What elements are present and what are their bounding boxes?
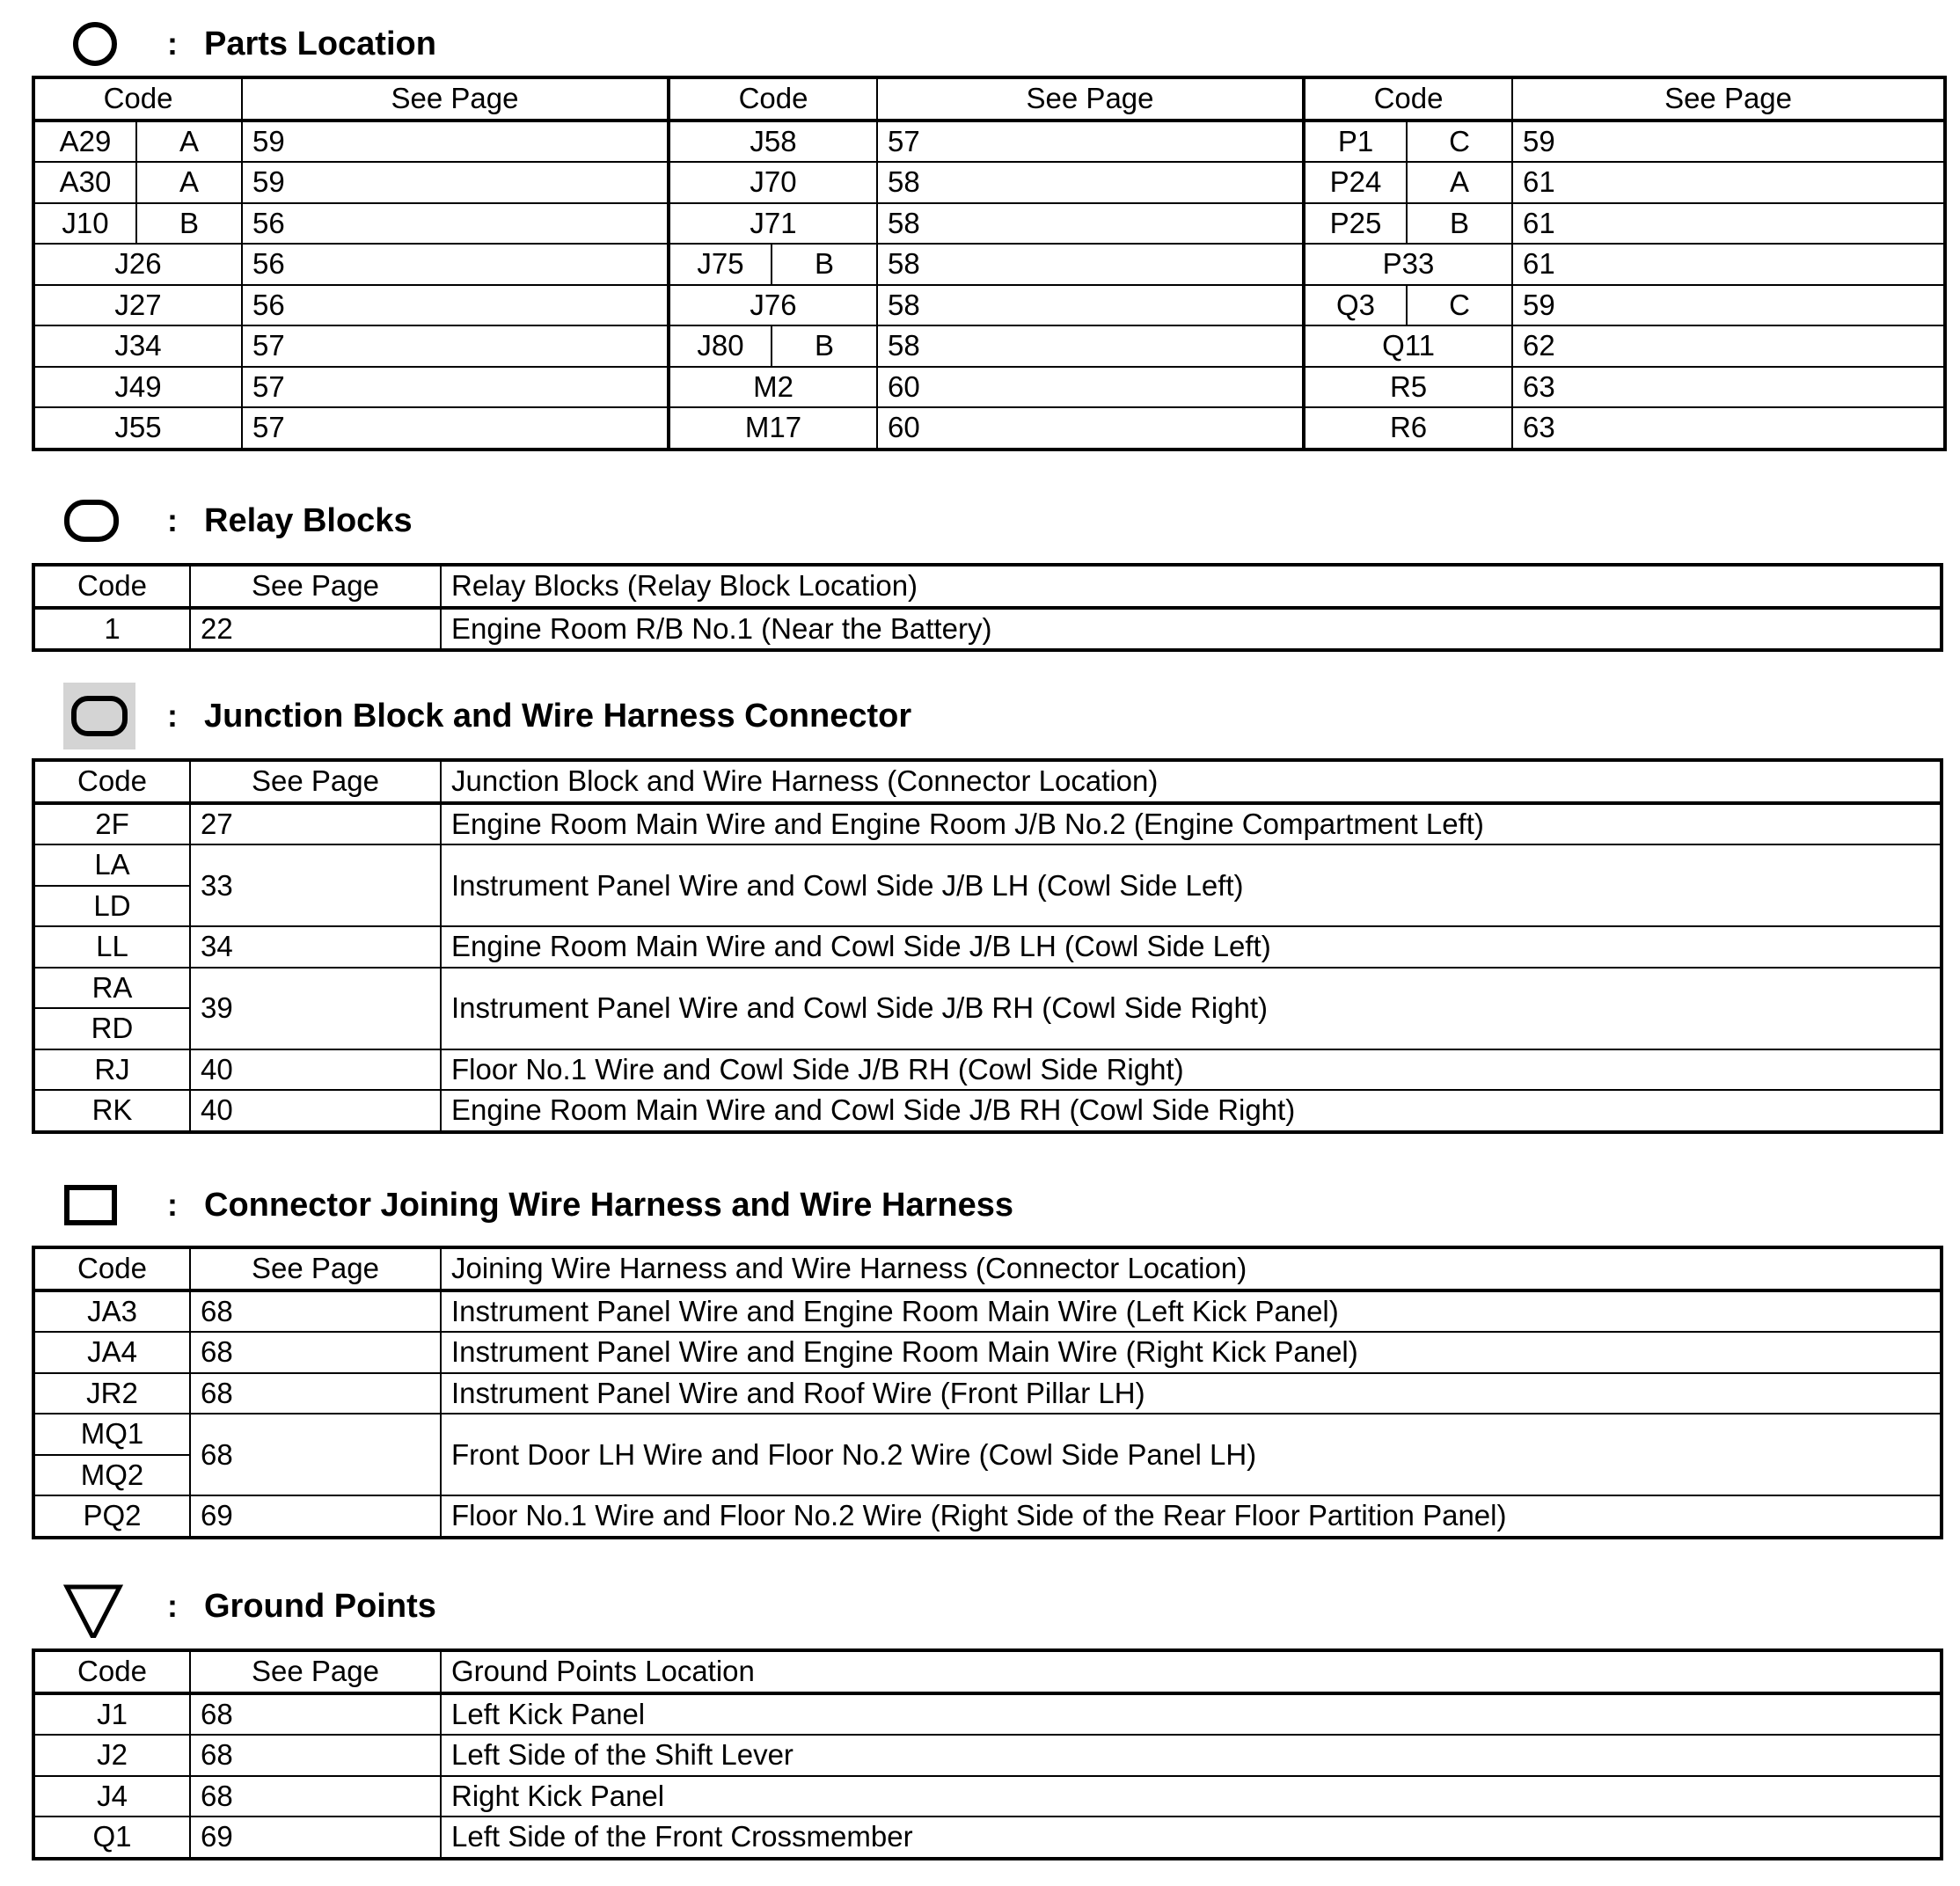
- see-page-cell: 58: [877, 203, 1304, 245]
- see-page-cell: 58: [877, 162, 1304, 203]
- header-description: Relay Blocks (Relay Block Location): [441, 565, 1942, 608]
- description-cell: Instrument Panel Wire and Cowl Side J/B LH (Cowl Side Left): [441, 844, 1942, 926]
- header-code: Code: [1304, 77, 1512, 121]
- code-cell: LD: [33, 886, 190, 927]
- description-cell: Instrument Panel Wire and Engine Room Main Wire (Left Kick Panel): [441, 1290, 1942, 1333]
- see-page-cell: 59: [242, 162, 669, 203]
- see-page-cell: 63: [1512, 407, 1945, 450]
- see-page-cell: 58: [877, 285, 1304, 326]
- code-cell: LL: [33, 926, 190, 968]
- junction-block-icon: [63, 690, 135, 742]
- description-cell: Instrument Panel Wire and Roof Wire (Front Pillar LH): [441, 1373, 1942, 1414]
- description-cell: Engine Room Main Wire and Cowl Side J/B RH (Cowl Side Right): [441, 1090, 1942, 1132]
- header-code: Code: [33, 77, 242, 121]
- see-page-cell: 33: [190, 844, 441, 926]
- code-cell: R5: [1304, 367, 1512, 408]
- see-page-cell: 40: [190, 1090, 441, 1132]
- see-page-cell: 39: [190, 968, 441, 1049]
- see-page-cell: 22: [190, 608, 441, 651]
- header-code: Code: [669, 77, 877, 121]
- code-cell: RJ: [33, 1049, 190, 1091]
- section-title: Relay Blocks: [204, 502, 413, 539]
- code-cell: R6: [1304, 407, 1512, 450]
- code-cell: M2: [669, 367, 877, 408]
- code-cell: P33: [1304, 244, 1512, 285]
- sub-code-cell: B: [772, 244, 877, 285]
- parts-location-table: [32, 76, 1947, 451]
- ground-points-table: [32, 1648, 1943, 1860]
- see-page-cell: 69: [190, 1495, 441, 1538]
- description-cell: Engine Room Main Wire and Cowl Side J/B LH (Cowl Side Left): [441, 926, 1942, 968]
- see-page-cell: 60: [877, 367, 1304, 408]
- heading-colon: :: [167, 502, 178, 538]
- see-page-cell: 68: [190, 1414, 441, 1495]
- see-page-cell: 61: [1512, 203, 1945, 245]
- description-cell: Floor No.1 Wire and Floor No.2 Wire (Right Side of the Rear Floor Partition Panel): [441, 1495, 1942, 1538]
- header-description: Junction Block and Wire Harness (Connector Location): [441, 760, 1942, 803]
- code-cell: J2: [33, 1735, 190, 1776]
- code-cell: J55: [33, 407, 242, 450]
- code-cell: J75: [669, 244, 772, 285]
- table-row: [33, 121, 1945, 163]
- code-cell: JA4: [33, 1332, 190, 1373]
- ground-points-heading: [0, 1580, 792, 1633]
- sub-code-cell: B: [772, 325, 877, 367]
- description-cell: Engine Room Main Wire and Engine Room J/B No.2 (Engine Compartment Left): [441, 803, 1942, 845]
- rounded-rect-icon: [62, 494, 128, 547]
- table-header-row: [33, 1650, 1942, 1693]
- see-page-cell: 56: [242, 203, 669, 245]
- header-see-page: See Page: [190, 565, 441, 608]
- description-cell: Engine Room R/B No.1 (Near the Battery): [441, 608, 1942, 651]
- header-description: Joining Wire Harness and Wire Harness (Connector Location): [441, 1247, 1942, 1290]
- see-page-cell: 56: [242, 285, 669, 326]
- code-cell: LA: [33, 844, 190, 886]
- see-page-cell: 56: [242, 244, 669, 285]
- header-see-page: See Page: [877, 77, 1304, 121]
- table-row: [33, 1373, 1942, 1414]
- see-page-cell: 57: [242, 367, 669, 408]
- code-cell: J4: [33, 1776, 190, 1817]
- table-row: [33, 1049, 1942, 1091]
- code-cell: Q11: [1304, 325, 1512, 367]
- code-cell: MQ2: [33, 1455, 190, 1496]
- table-row: [33, 608, 1942, 651]
- section-title: Junction Block and Wire Harness Connector: [204, 698, 912, 735]
- see-page-cell: 60: [877, 407, 1304, 450]
- description-cell: Left Kick Panel: [441, 1693, 1942, 1736]
- table-row: [33, 844, 1942, 886]
- table-row: [33, 407, 1945, 450]
- sub-code-cell: B: [136, 203, 242, 245]
- code-cell: Q1: [33, 1817, 190, 1859]
- code-cell: RA: [33, 968, 190, 1009]
- table-row: [33, 1693, 1942, 1736]
- code-cell: RK: [33, 1090, 190, 1132]
- code-cell: P25: [1304, 203, 1407, 245]
- code-cell: P24: [1304, 162, 1407, 203]
- header-see-page: See Page: [242, 77, 669, 121]
- code-cell: J1: [33, 1693, 190, 1736]
- triangle-down-icon: [62, 1575, 128, 1638]
- description-cell: Left Side of the Front Crossmember: [441, 1817, 1942, 1859]
- description-cell: Right Kick Panel: [441, 1776, 1942, 1817]
- header-see-page: See Page: [1512, 77, 1945, 121]
- code-cell: RD: [33, 1008, 190, 1049]
- heading-colon: :: [167, 698, 178, 734]
- table-row: [33, 926, 1942, 968]
- table-row: [33, 1495, 1942, 1538]
- connector-joining-heading: [0, 1179, 1144, 1232]
- junction-block-table: [32, 758, 1943, 1134]
- code-cell: J34: [33, 325, 242, 367]
- see-page-cell: 58: [877, 244, 1304, 285]
- see-page-cell: 59: [1512, 121, 1945, 163]
- code-cell: M17: [669, 407, 877, 450]
- code-cell: PQ2: [33, 1495, 190, 1538]
- table-row: [33, 162, 1945, 203]
- header-code: Code: [33, 1247, 190, 1290]
- see-page-cell: 62: [1512, 325, 1945, 367]
- relay-blocks-heading: [0, 494, 792, 547]
- code-cell: A30: [33, 162, 136, 203]
- sub-code-cell: A: [136, 162, 242, 203]
- description-cell: Front Door LH Wire and Floor No.2 Wire (Cowl Side Panel LH): [441, 1414, 1942, 1495]
- table-header-row: [33, 1247, 1942, 1290]
- code-cell: 2F: [33, 803, 190, 845]
- see-page-cell: 61: [1512, 162, 1945, 203]
- table-row: [33, 803, 1942, 845]
- heading-colon: :: [167, 1588, 178, 1624]
- code-cell: 1: [33, 608, 190, 651]
- code-cell: A29: [33, 121, 136, 163]
- code-cell: J58: [669, 121, 877, 163]
- table-row: [33, 1735, 1942, 1776]
- code-cell: J70: [669, 162, 877, 203]
- header-see-page: See Page: [190, 760, 441, 803]
- code-cell: JR2: [33, 1373, 190, 1414]
- code-cell: P1: [1304, 121, 1407, 163]
- table-row: [33, 1414, 1942, 1455]
- connector-joining-table: [32, 1246, 1943, 1539]
- table-header-row: [33, 565, 1942, 608]
- see-page-cell: 68: [190, 1693, 441, 1736]
- code-cell: J80: [669, 325, 772, 367]
- see-page-cell: 40: [190, 1049, 441, 1091]
- description-cell: Left Side of the Shift Lever: [441, 1735, 1942, 1776]
- table-row: [33, 244, 1945, 285]
- parts-location-heading: [0, 18, 792, 70]
- section-title: Parts Location: [204, 26, 436, 62]
- code-cell: J10: [33, 203, 136, 245]
- see-page-cell: 68: [190, 1776, 441, 1817]
- see-page-cell: 59: [1512, 285, 1945, 326]
- see-page-cell: 59: [242, 121, 669, 163]
- table-row: [33, 968, 1942, 1009]
- see-page-cell: 68: [190, 1735, 441, 1776]
- see-page-cell: 68: [190, 1332, 441, 1373]
- header-code: Code: [33, 760, 190, 803]
- code-cell: J26: [33, 244, 242, 285]
- header-code: Code: [33, 565, 190, 608]
- table-row: [33, 325, 1945, 367]
- see-page-cell: 68: [190, 1373, 441, 1414]
- code-cell: MQ1: [33, 1414, 190, 1455]
- sub-code-cell: A: [136, 121, 242, 163]
- code-cell: J71: [669, 203, 877, 245]
- code-cell: J76: [669, 285, 877, 326]
- table-header-row: [33, 77, 1945, 121]
- circle-icon: [62, 18, 128, 70]
- code-cell: Q3: [1304, 285, 1407, 326]
- table-row: [33, 1090, 1942, 1132]
- section-title: Ground Points: [204, 1588, 436, 1625]
- see-page-cell: 34: [190, 926, 441, 968]
- see-page-cell: 57: [242, 325, 669, 367]
- header-see-page: See Page: [190, 1650, 441, 1693]
- see-page-cell: 61: [1512, 244, 1945, 285]
- table-row: [33, 285, 1945, 326]
- see-page-cell: 57: [242, 407, 669, 450]
- see-page-cell: 69: [190, 1817, 441, 1859]
- table-row: [33, 1776, 1942, 1817]
- sub-code-cell: A: [1407, 162, 1512, 203]
- table-row: [33, 1290, 1942, 1333]
- junction-block-heading: [0, 690, 1056, 742]
- table-row: [33, 1817, 1942, 1859]
- see-page-cell: 68: [190, 1290, 441, 1333]
- header-code: Code: [33, 1650, 190, 1693]
- code-cell: J49: [33, 367, 242, 408]
- sub-code-cell: C: [1407, 285, 1512, 326]
- section-title: Connector Joining Wire Harness and Wire Harness: [204, 1187, 1013, 1224]
- see-page-cell: 57: [877, 121, 1304, 163]
- table-row: [33, 367, 1945, 408]
- code-cell: J27: [33, 285, 242, 326]
- see-page-cell: 63: [1512, 367, 1945, 408]
- table-header-row: [33, 760, 1942, 803]
- header-description: Ground Points Location: [441, 1650, 1942, 1693]
- heading-colon: :: [167, 1187, 178, 1223]
- description-cell: Floor No.1 Wire and Cowl Side J/B RH (Cowl Side Right): [441, 1049, 1942, 1091]
- sub-code-cell: B: [1407, 203, 1512, 245]
- description-cell: Instrument Panel Wire and Cowl Side J/B RH (Cowl Side Right): [441, 968, 1942, 1049]
- code-cell: JA3: [33, 1290, 190, 1333]
- table-row: [33, 1332, 1942, 1373]
- heading-colon: :: [167, 26, 178, 62]
- rectangle-icon: [62, 1179, 128, 1232]
- relay-blocks-table: [32, 563, 1943, 652]
- see-page-cell: 27: [190, 803, 441, 845]
- see-page-cell: 58: [877, 325, 1304, 367]
- sub-code-cell: C: [1407, 121, 1512, 163]
- description-cell: Instrument Panel Wire and Engine Room Main Wire (Right Kick Panel): [441, 1332, 1942, 1373]
- table-row: [33, 203, 1945, 245]
- header-see-page: See Page: [190, 1247, 441, 1290]
